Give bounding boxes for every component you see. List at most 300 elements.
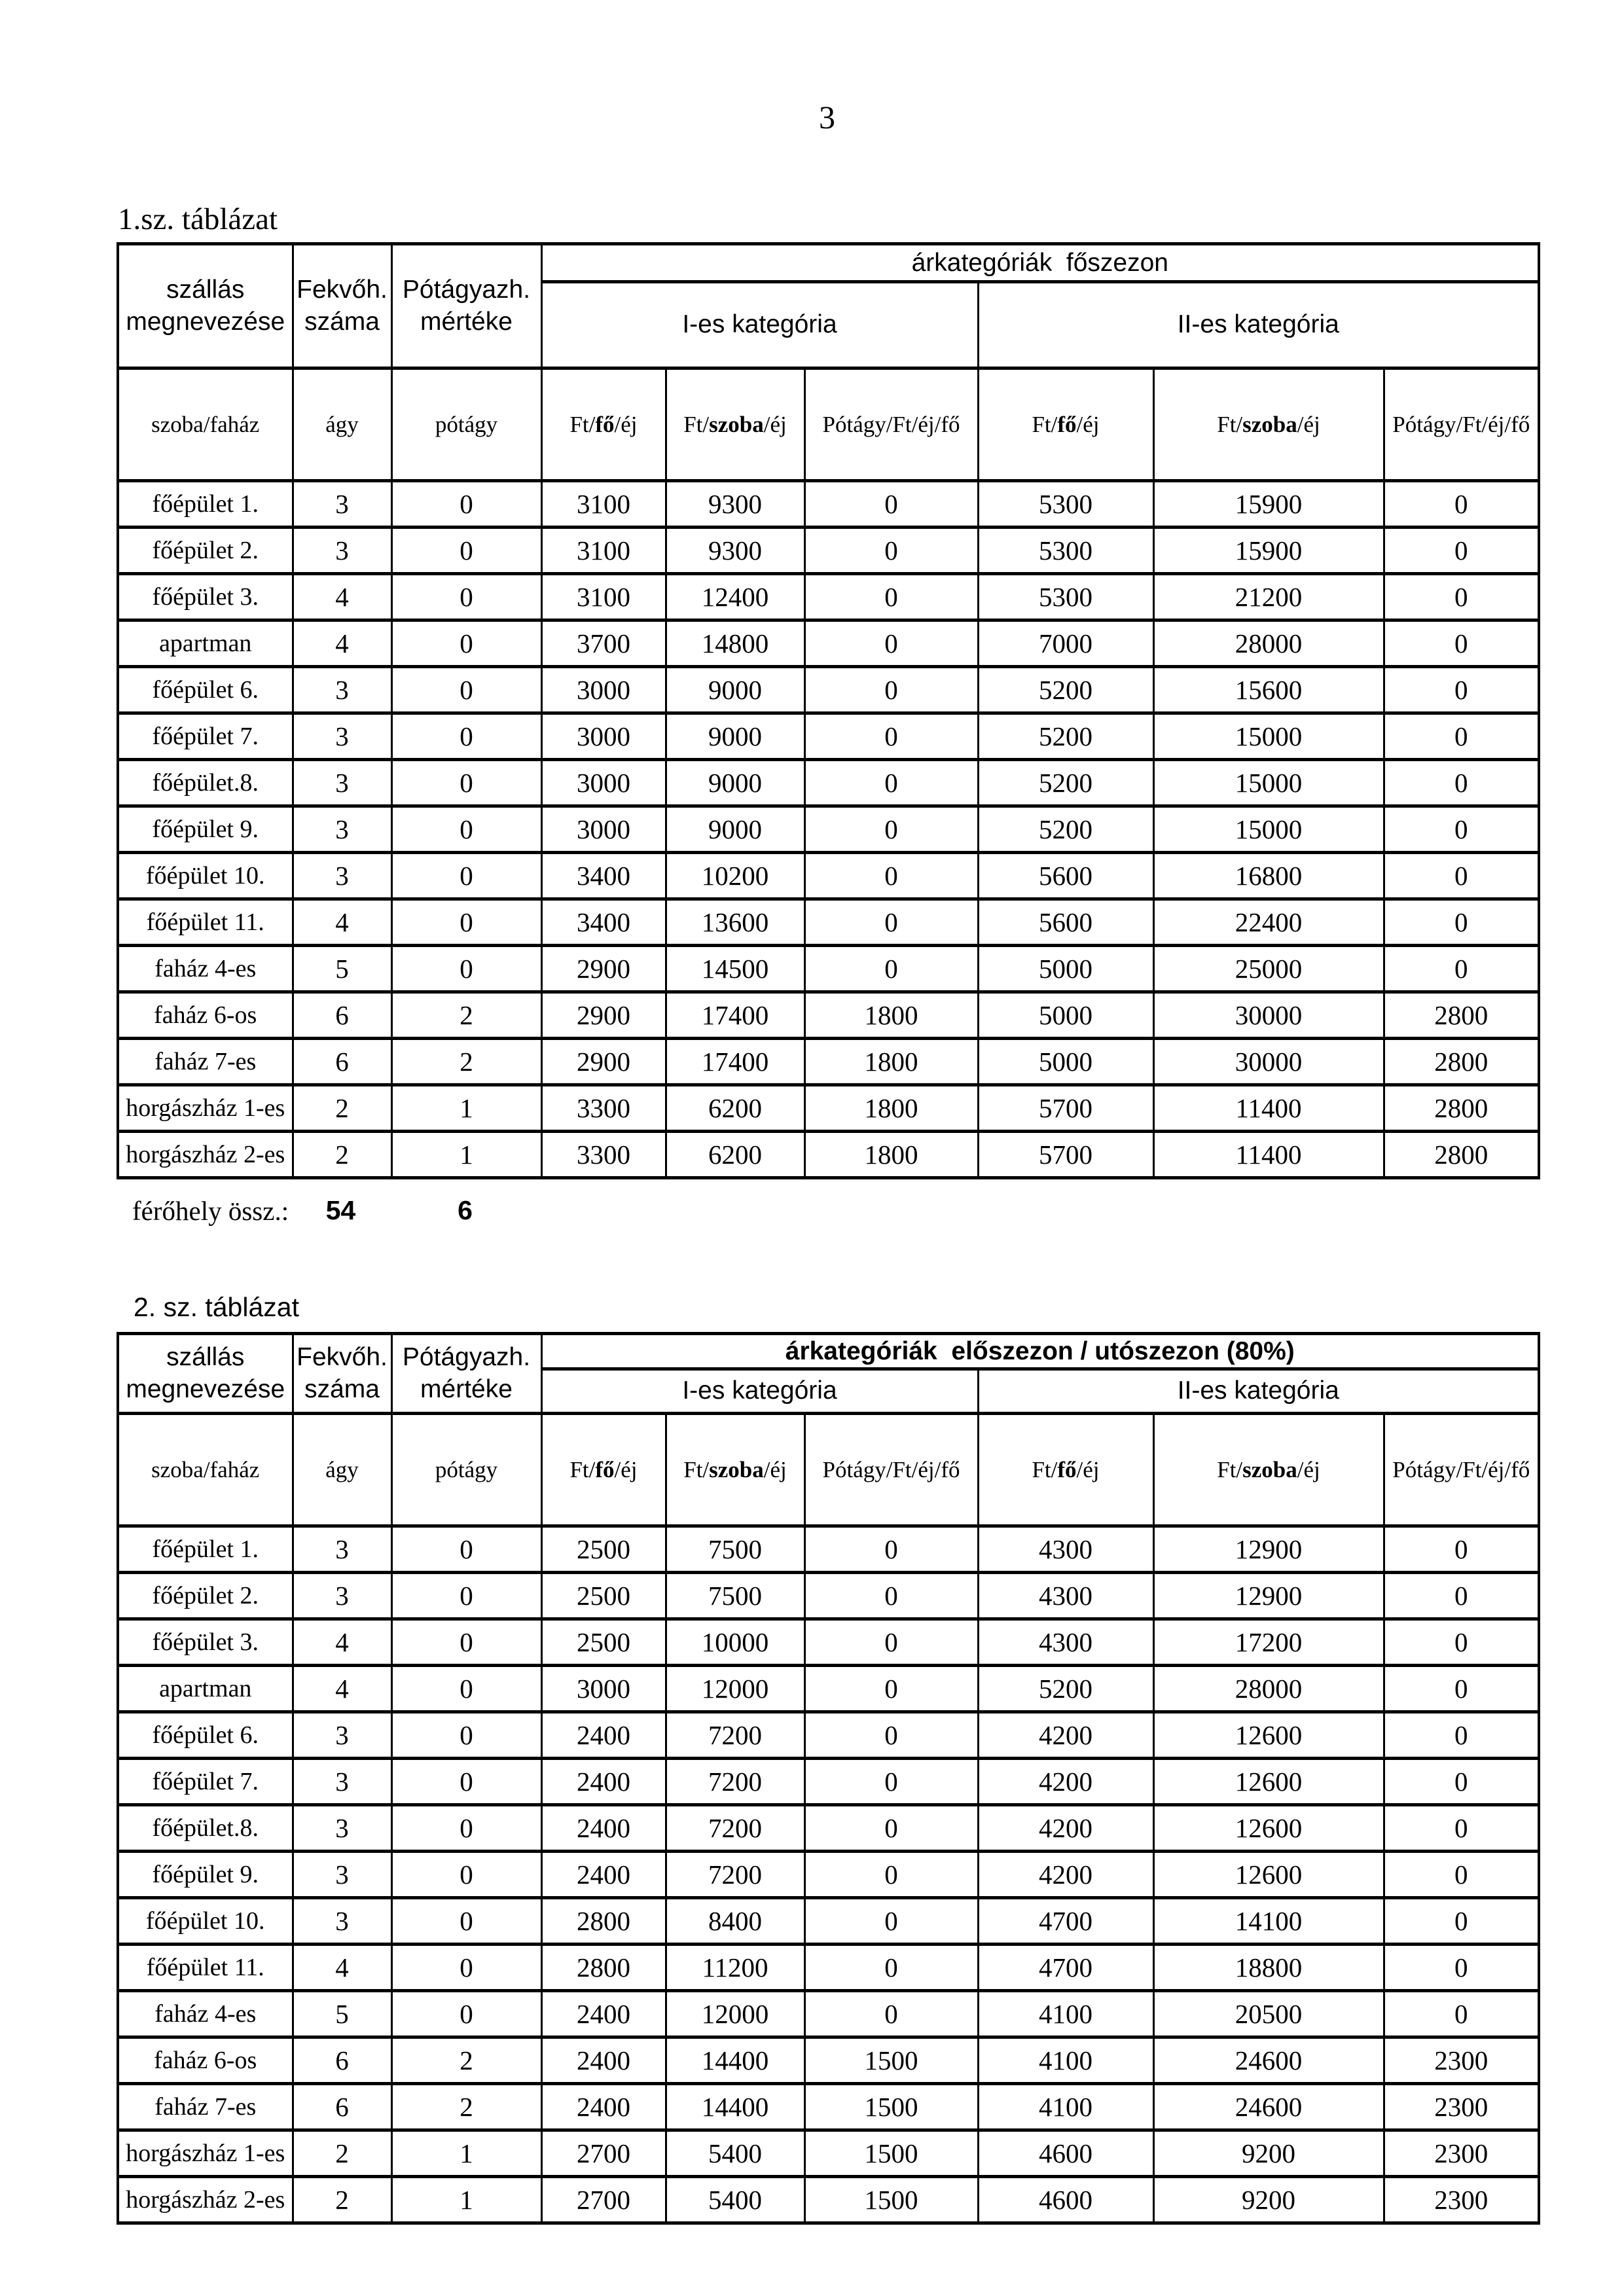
table-row (118, 2084, 1539, 2130)
cell-value: 0 (1384, 1712, 1539, 1759)
cell-value: 4 (293, 620, 391, 667)
cell-value: 14400 (666, 2084, 804, 2130)
cell-value: 12600 (1153, 1852, 1384, 1898)
unit-text: Ft/ (683, 1456, 710, 1482)
table2-title: 2. sz. táblázat (134, 1292, 299, 1322)
cell-value: 10200 (666, 853, 804, 899)
row-label: főépület 11. (118, 1945, 293, 1991)
table-row (118, 1619, 1539, 1666)
cell-value: 16800 (1153, 853, 1384, 899)
cell-value: 2900 (541, 992, 666, 1039)
cell-value: 12600 (1153, 1805, 1384, 1852)
table-row (118, 946, 1539, 992)
sub-header-ft-per-room-cat1 (666, 368, 804, 481)
cell-value: 0 (1384, 760, 1539, 806)
header-row-band1 (118, 1334, 1539, 1369)
cell-value: 1500 (804, 2037, 978, 2084)
row-label: horgászház 1-es (118, 2130, 293, 2177)
table-row (118, 853, 1539, 899)
cell-value: 3000 (541, 713, 666, 760)
sub-header-bed: ágy (293, 368, 391, 481)
sub-header-extra-bed-price-cat1: Pótágy/Ft/éj/fő (804, 368, 978, 481)
cell-value: 0 (391, 1945, 541, 1991)
cell-value: 9000 (666, 806, 804, 853)
cell-value: 0 (804, 1852, 978, 1898)
cell-value: 2400 (541, 2037, 666, 2084)
table-row (118, 760, 1539, 806)
cell-value: 14400 (666, 2037, 804, 2084)
cell-value: 5300 (978, 528, 1153, 574)
unit-text-bold: szoba (709, 1456, 764, 1482)
cell-value: 12400 (666, 574, 804, 620)
category-1-header: I-es kategória (541, 282, 978, 368)
cell-value: 24600 (1153, 2037, 1384, 2084)
cell-value: 4 (293, 574, 391, 620)
cell-value: 10000 (666, 1619, 804, 1666)
cell-value: 5200 (978, 760, 1153, 806)
table-row (118, 1712, 1539, 1759)
col-header-beds: Fekvőh. száma (293, 1334, 391, 1414)
cell-value: 4200 (978, 1712, 1153, 1759)
cell-value: 0 (391, 1759, 541, 1805)
cell-value: 5000 (978, 1039, 1153, 1085)
unit-text-bold: fő (1057, 1456, 1077, 1482)
col-header-beds: Fekvőh. száma (293, 244, 391, 368)
cell-value: 24600 (1153, 2084, 1384, 2130)
sub-header-ft-per-person-cat2 (978, 1414, 1153, 1526)
price-band-header: árkategóriák előszezon / utószezon (80%) (541, 1334, 1539, 1369)
cell-value: 2700 (541, 2177, 666, 2223)
cell-value: 0 (1384, 528, 1539, 574)
cell-value: 1500 (804, 2177, 978, 2223)
cell-value: 0 (391, 760, 541, 806)
cell-value: 2400 (541, 1712, 666, 1759)
row-label: főépület 3. (118, 1619, 293, 1666)
cell-value: 17400 (666, 1039, 804, 1085)
cell-value: 0 (1384, 620, 1539, 667)
cell-value: 15000 (1153, 760, 1384, 806)
cell-value: 0 (804, 713, 978, 760)
cell-value: 5200 (978, 667, 1153, 713)
cell-value: 0 (804, 899, 978, 946)
cell-value: 0 (391, 1898, 541, 1945)
cell-value: 9200 (1153, 2177, 1384, 2223)
cell-value: 1 (391, 2130, 541, 2177)
row-label: főépület 2. (118, 1573, 293, 1619)
cell-value: 1500 (804, 2130, 978, 2177)
row-label: főépület 1. (118, 1526, 293, 1573)
cell-value: 4700 (978, 1945, 1153, 1991)
cell-value: 2500 (541, 1573, 666, 1619)
cell-value: 7200 (666, 1852, 804, 1898)
cell-value: 1800 (804, 992, 978, 1039)
row-label: főépület 10. (118, 853, 293, 899)
cell-value: 13600 (666, 899, 804, 946)
table-row (118, 1898, 1539, 1945)
cell-value: 5600 (978, 899, 1153, 946)
cell-value: 5000 (978, 946, 1153, 992)
category-1-header: I-es kategória (541, 1369, 978, 1414)
cell-value: 0 (391, 1712, 541, 1759)
cell-value: 30000 (1153, 992, 1384, 1039)
cell-value: 4 (293, 1619, 391, 1666)
cell-value: 12900 (1153, 1526, 1384, 1573)
unit-text: Ft/ (1217, 1456, 1243, 1482)
cell-value: 5200 (978, 713, 1153, 760)
cell-value: 2400 (541, 1991, 666, 2037)
row-label: faház 4-es (118, 1991, 293, 2037)
cell-value: 1800 (804, 1132, 978, 1178)
cell-value: 30000 (1153, 1039, 1384, 1085)
col-header-accommodation: szállás megnevezése (118, 244, 293, 368)
cell-value: 3 (293, 760, 391, 806)
sub-header-extra-bed-price-cat2: Pótágy/Ft/éj/fő (1384, 1414, 1539, 1526)
cell-value: 3400 (541, 853, 666, 899)
sub-header-ft-per-person-cat1 (541, 368, 666, 481)
table2-body (118, 1526, 1539, 2223)
cell-value: 0 (804, 806, 978, 853)
table-row (118, 1991, 1539, 2037)
cell-value: 0 (1384, 806, 1539, 853)
cell-value: 2300 (1384, 2130, 1539, 2177)
cell-value: 0 (391, 667, 541, 713)
cell-value: 0 (804, 1526, 978, 1573)
cell-value: 12900 (1153, 1573, 1384, 1619)
header-row-units (118, 368, 1539, 481)
cell-value: 3 (293, 1759, 391, 1805)
cell-value: 0 (804, 481, 978, 528)
row-label: faház 7-es (118, 1039, 293, 1085)
cell-value: 1 (391, 2177, 541, 2223)
cell-value: 9300 (666, 528, 804, 574)
unit-text: Ft/ (1032, 1456, 1058, 1482)
cell-value: 2300 (1384, 2037, 1539, 2084)
cell-value: 2 (391, 2084, 541, 2130)
cell-value: 5400 (666, 2177, 804, 2223)
cell-value: 3000 (541, 760, 666, 806)
unit-text: Ft/ (683, 411, 710, 437)
cell-value: 0 (391, 899, 541, 946)
cell-value: 0 (804, 1991, 978, 2037)
cell-value: 14100 (1153, 1898, 1384, 1945)
cell-value: 0 (391, 713, 541, 760)
cell-value: 5000 (978, 992, 1153, 1039)
cell-value: 0 (804, 1945, 978, 1991)
cell-value: 2800 (1384, 1039, 1539, 1085)
cell-value: 0 (804, 1712, 978, 1759)
cell-value: 4100 (978, 2084, 1153, 2130)
cell-value: 8400 (666, 1898, 804, 1945)
unit-text: /éj (1297, 1456, 1320, 1482)
unit-text: Ft/ (569, 411, 596, 437)
cell-value: 2900 (541, 946, 666, 992)
header-row-units (118, 1414, 1539, 1526)
cell-value: 4300 (978, 1573, 1153, 1619)
cell-value: 2900 (541, 1039, 666, 1085)
cell-value: 0 (804, 1666, 978, 1712)
cell-value: 7500 (666, 1573, 804, 1619)
cell-value: 2300 (1384, 2177, 1539, 2223)
cell-value: 5 (293, 1991, 391, 2037)
cell-value: 0 (804, 760, 978, 806)
cell-value: 7200 (666, 1712, 804, 1759)
sub-header-ft-per-room-cat2 (1153, 1414, 1384, 1526)
unit-text: Ft/ (1032, 411, 1058, 437)
cell-value: 0 (391, 1805, 541, 1852)
cell-value: 4100 (978, 1991, 1153, 2037)
cell-value: 3000 (541, 806, 666, 853)
table-row (118, 1132, 1539, 1178)
cell-value: 5400 (666, 2130, 804, 2177)
cell-value: 0 (804, 1805, 978, 1852)
cell-value: 6 (293, 1039, 391, 1085)
table-row (118, 667, 1539, 713)
cell-value: 0 (1384, 667, 1539, 713)
cell-value: 1800 (804, 1039, 978, 1085)
unit-text-bold: szoba (1242, 411, 1297, 437)
cell-value: 3 (293, 853, 391, 899)
cell-value: 1500 (804, 2084, 978, 2130)
col-header-accommodation: szállás megnevezése (118, 1334, 293, 1414)
cell-value: 4200 (978, 1852, 1153, 1898)
cell-value: 28000 (1153, 1666, 1384, 1712)
cell-value: 4300 (978, 1526, 1153, 1573)
table-row (118, 1759, 1539, 1805)
cell-value: 9000 (666, 667, 804, 713)
table-row (118, 481, 1539, 528)
cell-value: 4300 (978, 1619, 1153, 1666)
cell-value: 11200 (666, 1945, 804, 1991)
cell-value: 28000 (1153, 620, 1384, 667)
cell-value: 2500 (541, 1619, 666, 1666)
unit-text: /éj (1076, 411, 1100, 437)
sub-header-extra-bed-price-cat2: Pótágy/Ft/éj/fő (1384, 368, 1539, 481)
cell-value: 6200 (666, 1132, 804, 1178)
cell-value: 0 (391, 946, 541, 992)
totals-extra-beds-value: 6 (458, 1195, 473, 1225)
cell-value: 14800 (666, 620, 804, 667)
cell-value: 0 (391, 574, 541, 620)
unit-text: /éj (1297, 411, 1320, 437)
cell-value: 0 (804, 574, 978, 620)
unit-text: /éj (763, 411, 787, 437)
cell-value: 0 (804, 1898, 978, 1945)
cell-value: 2400 (541, 1805, 666, 1852)
cell-value: 2800 (541, 1945, 666, 1991)
cell-value: 0 (1384, 481, 1539, 528)
table-row (118, 1945, 1539, 1991)
row-label: horgászház 1-es (118, 1085, 293, 1132)
cell-value: 0 (804, 528, 978, 574)
cell-value: 3 (293, 528, 391, 574)
cell-value: 3 (293, 1573, 391, 1619)
unit-text-bold: fő (595, 1456, 615, 1482)
row-label: főépület 7. (118, 713, 293, 760)
cell-value: 3000 (541, 667, 666, 713)
cell-value: 5200 (978, 806, 1153, 853)
sub-header-ft-per-person-cat1 (541, 1414, 666, 1526)
cell-value: 0 (391, 481, 541, 528)
cell-value: 3 (293, 1805, 391, 1852)
cell-value: 2 (391, 2037, 541, 2084)
cell-value: 18800 (1153, 1945, 1384, 1991)
cell-value: 1800 (804, 1085, 978, 1132)
table-row (118, 1085, 1539, 1132)
cell-value: 7200 (666, 1805, 804, 1852)
cell-value: 15000 (1153, 713, 1384, 760)
cell-value: 0 (1384, 1573, 1539, 1619)
cell-value: 4600 (978, 2130, 1153, 2177)
cell-value: 2400 (541, 2084, 666, 2130)
unit-text: /éj (763, 1456, 787, 1482)
col-header-extra-beds: Pótágyazh. mértéke (391, 244, 541, 368)
row-label: főépület.8. (118, 760, 293, 806)
sub-header-ft-per-person-cat2 (978, 368, 1153, 481)
cell-value: 3700 (541, 620, 666, 667)
cell-value: 20500 (1153, 1991, 1384, 2037)
cell-value: 0 (391, 853, 541, 899)
cell-value: 14500 (666, 946, 804, 992)
cell-value: 0 (1384, 1759, 1539, 1805)
row-label: főépület 6. (118, 667, 293, 713)
cell-value: 0 (804, 946, 978, 992)
row-label: faház 4-es (118, 946, 293, 992)
cell-value: 7500 (666, 1526, 804, 1573)
cell-value: 4700 (978, 1898, 1153, 1945)
cell-value: 11400 (1153, 1132, 1384, 1178)
table-row (118, 1526, 1539, 1573)
cell-value: 0 (391, 1526, 541, 1573)
cell-value: 3300 (541, 1132, 666, 1178)
table-row (118, 620, 1539, 667)
totals-label: férőhely össz.: (132, 1196, 289, 1226)
table-row (118, 2177, 1539, 2223)
cell-value: 1 (391, 1085, 541, 1132)
cell-value: 0 (1384, 574, 1539, 620)
cell-value: 5 (293, 946, 391, 992)
cell-value: 5300 (978, 481, 1153, 528)
unit-text: Ft/ (1217, 411, 1243, 437)
table-row (118, 713, 1539, 760)
cell-value: 9300 (666, 481, 804, 528)
cell-value: 0 (804, 1573, 978, 1619)
cell-value: 3000 (541, 1666, 666, 1712)
cell-value: 2 (391, 992, 541, 1039)
cell-value: 2700 (541, 2130, 666, 2177)
row-label: főépület 1. (118, 481, 293, 528)
row-label: apartman (118, 1666, 293, 1712)
cell-value: 3 (293, 1852, 391, 1898)
cell-value: 1 (391, 1132, 541, 1178)
cell-value: 0 (391, 528, 541, 574)
cell-value: 15600 (1153, 667, 1384, 713)
sub-header-extra-bed: pótágy (391, 1414, 541, 1526)
cell-value: 5700 (978, 1132, 1153, 1178)
cell-value: 0 (391, 1573, 541, 1619)
cell-value: 2 (293, 2130, 391, 2177)
cell-value: 0 (1384, 1805, 1539, 1852)
cell-value: 6 (293, 2084, 391, 2130)
cell-value: 5700 (978, 1085, 1153, 1132)
cell-value: 0 (391, 806, 541, 853)
cell-value: 4100 (978, 2037, 1153, 2084)
totals-beds-value: 54 (325, 1195, 356, 1225)
cell-value: 7000 (978, 620, 1153, 667)
cell-value: 7200 (666, 1759, 804, 1805)
cell-value: 0 (1384, 946, 1539, 992)
cell-value: 4 (293, 1666, 391, 1712)
cell-value: 15900 (1153, 481, 1384, 528)
cell-value: 4 (293, 899, 391, 946)
table-row (118, 1573, 1539, 1619)
cell-value: 2 (293, 2177, 391, 2223)
sub-header-ft-per-room-cat2 (1153, 368, 1384, 481)
cell-value: 17400 (666, 992, 804, 1039)
row-label: horgászház 2-es (118, 2177, 293, 2223)
row-label: főépület 9. (118, 806, 293, 853)
sub-header-bed: ágy (293, 1414, 391, 1526)
unit-text-bold: szoba (1242, 1456, 1297, 1482)
table-row (118, 1039, 1539, 1085)
cell-value: 0 (1384, 1526, 1539, 1573)
cell-value: 9000 (666, 713, 804, 760)
cell-value: 0 (804, 667, 978, 713)
capacity-totals (117, 1195, 1538, 1237)
unit-text-bold: fő (595, 411, 615, 437)
cell-value: 15900 (1153, 528, 1384, 574)
cell-value: 0 (391, 1619, 541, 1666)
cell-value: 2800 (1384, 992, 1539, 1039)
cell-value: 2500 (541, 1526, 666, 1573)
cell-value: 0 (804, 853, 978, 899)
cell-value: 12000 (666, 1991, 804, 2037)
cell-value: 12000 (666, 1666, 804, 1712)
cell-value: 0 (1384, 713, 1539, 760)
cell-value: 3 (293, 1526, 391, 1573)
cell-value: 0 (804, 1619, 978, 1666)
cell-value: 0 (804, 620, 978, 667)
row-label: horgászház 2-es (118, 1132, 293, 1178)
cell-value: 2400 (541, 1759, 666, 1805)
unit-text: /éj (1076, 1456, 1100, 1482)
table-row (118, 1852, 1539, 1898)
cell-value: 0 (1384, 1991, 1539, 2037)
cell-value: 3100 (541, 528, 666, 574)
cell-value: 2 (293, 1132, 391, 1178)
cell-value: 0 (391, 1666, 541, 1712)
table1-title: 1.sz. táblázat (118, 202, 278, 236)
cell-value: 5300 (978, 574, 1153, 620)
cell-value: 3 (293, 667, 391, 713)
table-row (118, 1666, 1539, 1712)
cell-value: 0 (1384, 1898, 1539, 1945)
table-row (118, 806, 1539, 853)
cell-value: 5200 (978, 1666, 1153, 1712)
row-label: főépület 2. (118, 528, 293, 574)
cell-value: 5600 (978, 853, 1153, 899)
row-label: főépület 7. (118, 1759, 293, 1805)
row-label: főépület 3. (118, 574, 293, 620)
cell-value: 2 (293, 1085, 391, 1132)
cell-value: 4200 (978, 1805, 1153, 1852)
header-row-band1 (118, 244, 1539, 282)
category-2-header: II-es kategória (978, 1369, 1539, 1414)
cell-value: 17200 (1153, 1619, 1384, 1666)
unit-text: /éj (614, 411, 638, 437)
table2-pricing-off-season (117, 1332, 1540, 2225)
table-row (118, 2037, 1539, 2084)
cell-value: 3 (293, 806, 391, 853)
